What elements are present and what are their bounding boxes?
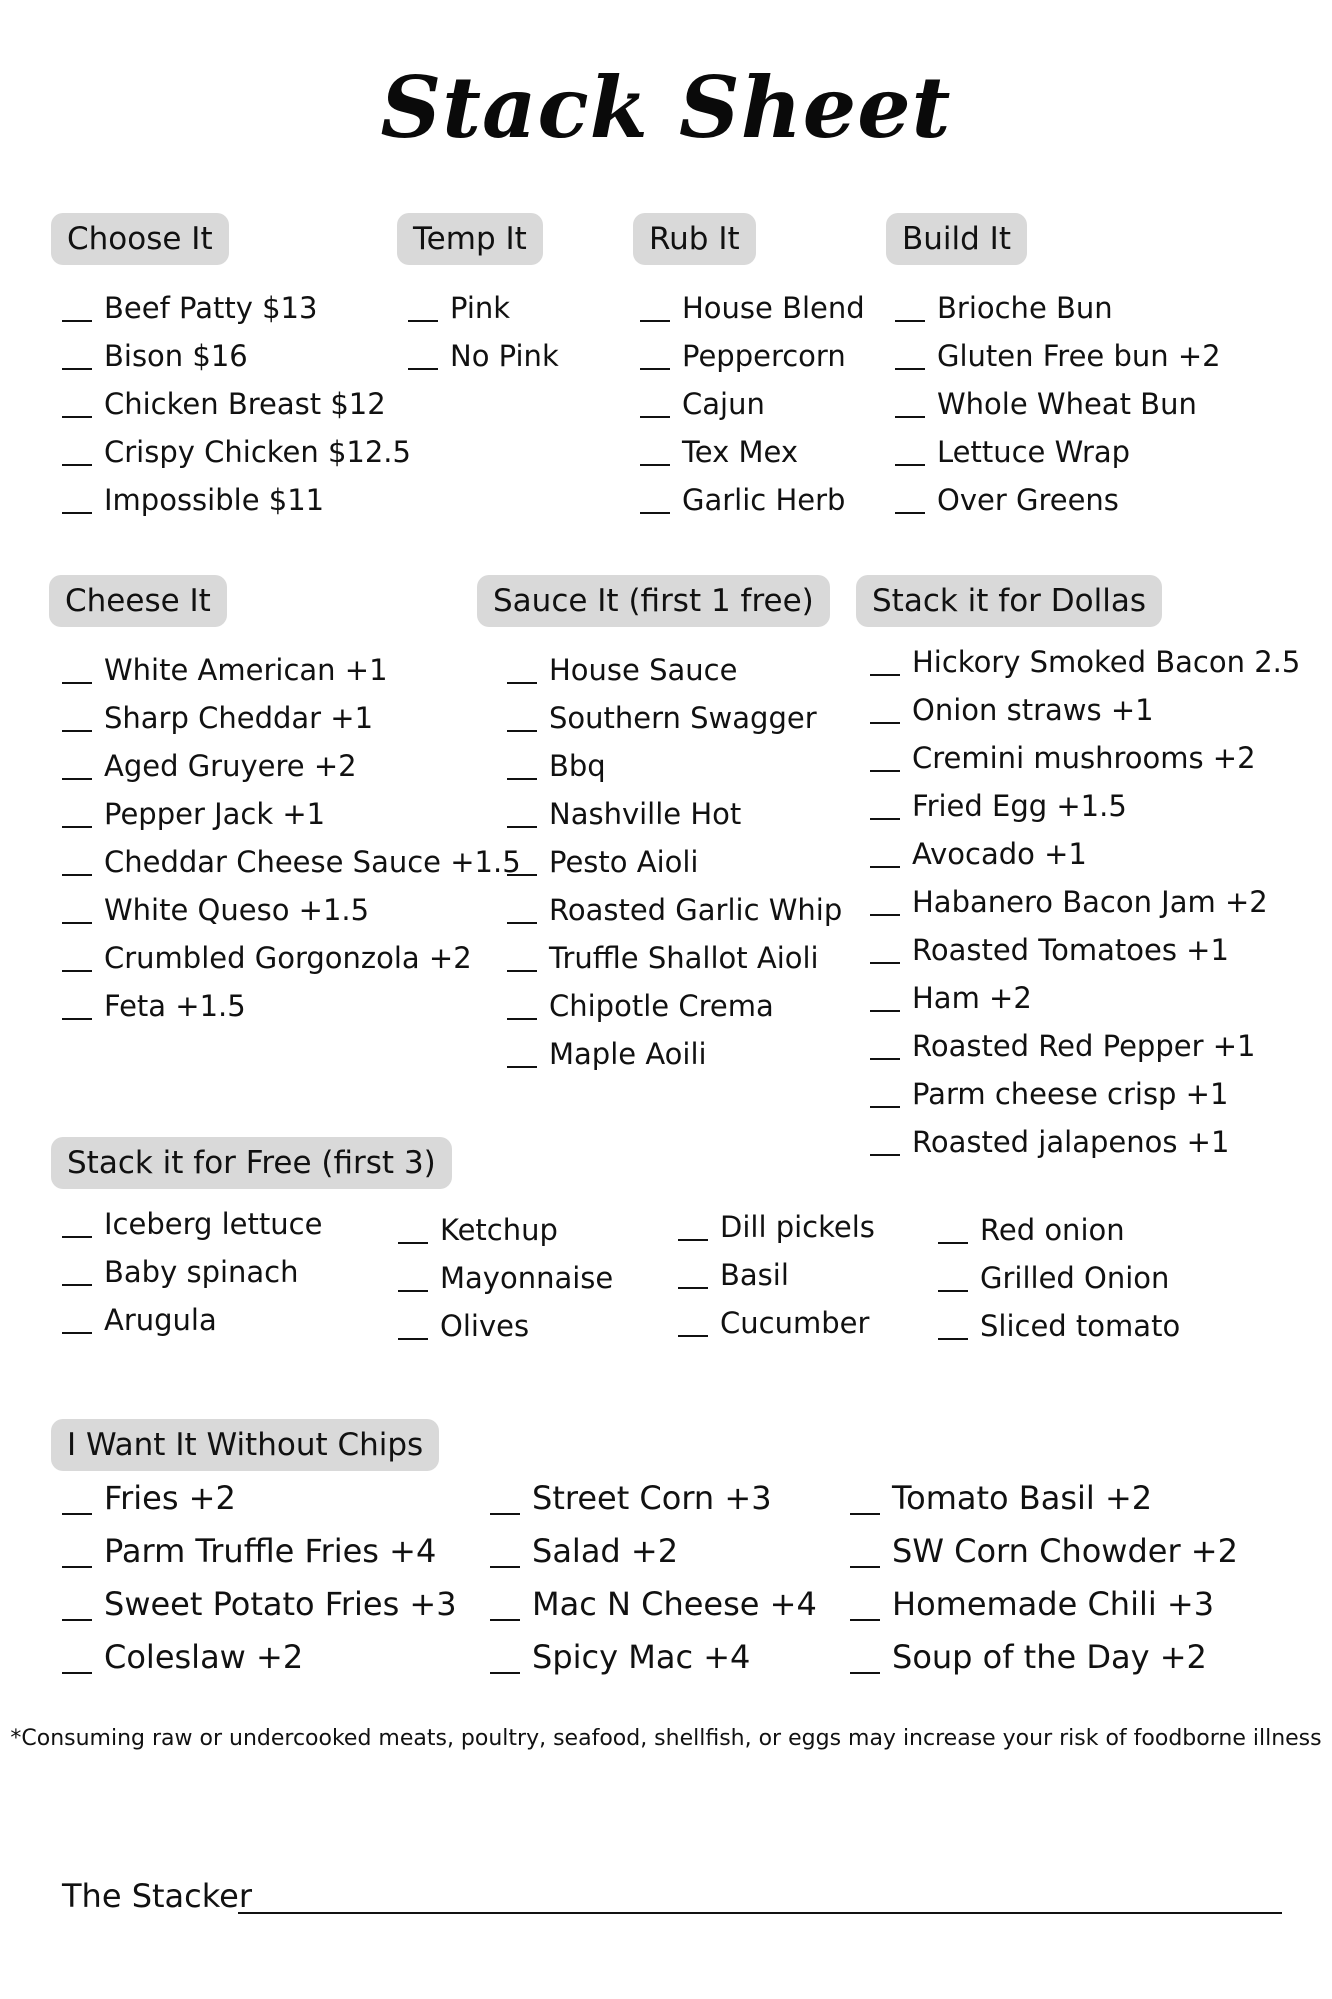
list-item-label: Truffle Shallot Aioli <box>549 941 819 975</box>
list-item-label: Hickory Smoked Bacon 2.5 <box>912 645 1301 679</box>
checkbox-blank[interactable] <box>62 942 92 972</box>
list-item-label: Cajun <box>682 387 765 421</box>
checkbox-blank[interactable] <box>62 846 92 876</box>
list-item-label: Nashville Hot <box>549 797 742 831</box>
checkbox-blank[interactable] <box>850 1591 880 1621</box>
list-cheese <box>62 646 521 1030</box>
list-chips-col3 <box>850 1472 1238 1684</box>
list-item <box>62 1248 322 1296</box>
checkbox-blank[interactable] <box>62 702 92 732</box>
checkbox-blank[interactable] <box>62 1208 92 1238</box>
list-item <box>870 830 1300 878</box>
list-item <box>62 1525 457 1578</box>
checkbox-blank[interactable] <box>62 1256 92 1286</box>
list-item-label: Peppercorn <box>682 339 846 373</box>
list-item-label: Lettuce Wrap <box>937 435 1131 469</box>
list-item <box>870 1022 1300 1070</box>
list-item <box>850 1631 1238 1684</box>
checkbox-blank[interactable] <box>640 436 670 466</box>
list-item-label: Roasted Garlic Whip <box>549 893 843 927</box>
list-item <box>895 332 1221 380</box>
checkbox-blank[interactable] <box>870 694 900 724</box>
list-item <box>62 742 521 790</box>
checkbox-blank[interactable] <box>895 340 925 370</box>
checkbox-blank[interactable] <box>938 1310 968 1340</box>
checkbox-blank[interactable] <box>870 790 900 820</box>
list-item <box>850 1525 1238 1578</box>
checkbox-blank[interactable] <box>870 1126 900 1156</box>
section-label-free: Stack it for Free (first 3) <box>51 1137 452 1189</box>
list-item <box>640 476 865 524</box>
list-item <box>490 1525 817 1578</box>
list-item <box>62 428 411 476</box>
list-item-label: Avocado +1 <box>912 837 1087 871</box>
list-item <box>408 284 559 332</box>
checkbox-blank[interactable] <box>62 292 92 322</box>
list-item <box>62 982 521 1030</box>
checkbox-blank[interactable] <box>62 798 92 828</box>
list-item <box>640 332 865 380</box>
signature-line <box>62 1872 1282 1920</box>
checkbox-blank[interactable] <box>62 654 92 684</box>
list-item <box>62 284 411 332</box>
list-item-label: Pesto Aioli <box>549 845 699 879</box>
list-item <box>850 1472 1238 1525</box>
checkbox-blank[interactable] <box>895 388 925 418</box>
list-item <box>678 1299 875 1347</box>
list-item-label: Dill pickels <box>720 1210 875 1244</box>
list-item-label: Over Greens <box>937 483 1119 517</box>
list-item <box>507 694 842 742</box>
list-item-label: Impossible $11 <box>104 483 325 517</box>
list-item-label: Bison $16 <box>104 339 248 373</box>
list-item <box>850 1578 1238 1631</box>
list-item <box>895 284 1221 332</box>
list-item-label: Southern Swagger <box>549 701 817 735</box>
list-item-label: Pink <box>450 291 511 325</box>
checkbox-blank[interactable] <box>850 1644 880 1674</box>
list-item-label: Parm cheese crisp +1 <box>912 1077 1229 1111</box>
list-item-label: Sharp Cheddar +1 <box>104 701 374 735</box>
list-item <box>870 638 1300 686</box>
checkbox-blank[interactable] <box>640 292 670 322</box>
section-label-dollas: Stack it for Dollas <box>856 575 1162 627</box>
list-item <box>490 1472 817 1525</box>
list-item <box>938 1302 1180 1350</box>
list-item <box>62 332 411 380</box>
list-item-label: Pepper Jack +1 <box>104 797 326 831</box>
list-item-label: Tex Mex <box>682 435 799 469</box>
checkbox-blank[interactable] <box>870 982 900 1012</box>
checkbox-blank[interactable] <box>507 990 537 1020</box>
section-label-build: Build It <box>886 213 1027 265</box>
list-item <box>62 476 411 524</box>
list-item <box>507 982 842 1030</box>
checkbox-blank[interactable] <box>678 1307 708 1337</box>
list-item-label: Street Corn +3 <box>532 1479 772 1517</box>
list-item-label: No Pink <box>450 339 559 373</box>
list-chips-col2 <box>490 1472 817 1684</box>
checkbox-blank[interactable] <box>640 484 670 514</box>
list-item-label: Ketchup <box>440 1213 558 1247</box>
list-item <box>870 926 1300 974</box>
section-label-temp: Temp It <box>397 213 543 265</box>
list-item-label: Maple Aoili <box>549 1037 707 1071</box>
list-item <box>62 1631 457 1684</box>
list-item-label: Chicken Breast $12 <box>104 387 386 421</box>
checkbox-blank[interactable] <box>62 1304 92 1334</box>
list-item-label: Fries +2 <box>104 1479 236 1517</box>
list-build <box>895 284 1221 524</box>
list-item-label: Baby spinach <box>104 1255 299 1289</box>
list-item-label: Habanero Bacon Jam +2 <box>912 885 1268 919</box>
list-item-label: Garlic Herb <box>682 483 846 517</box>
list-item <box>490 1631 817 1684</box>
list-item-label: House Sauce <box>549 653 738 687</box>
food-safety-note: *Consuming raw or undercooked meats, poultry, seafood, shellfish, or eggs may increase your risk of foodborne illness <box>10 1726 1322 1751</box>
checkbox-blank[interactable] <box>62 340 92 370</box>
checkbox-blank[interactable] <box>408 292 438 322</box>
checkbox-blank[interactable] <box>62 1485 92 1515</box>
checkbox-blank[interactable] <box>62 436 92 466</box>
list-item <box>895 380 1221 428</box>
list-item-label: Crispy Chicken $12.5 <box>104 435 411 469</box>
list-item-label: SW Corn Chowder +2 <box>892 1532 1238 1570</box>
checkbox-blank[interactable] <box>938 1214 968 1244</box>
list-item-label: Olives <box>440 1309 530 1343</box>
list-item-label: Roasted jalapenos +1 <box>912 1125 1230 1159</box>
list-item <box>62 838 521 886</box>
list-item <box>62 934 521 982</box>
list-item-label: Salad +2 <box>532 1532 679 1570</box>
list-item-label: Soup of the Day +2 <box>892 1638 1207 1676</box>
checkbox-blank[interactable] <box>870 742 900 772</box>
list-item <box>895 476 1221 524</box>
checkbox-blank[interactable] <box>398 1214 428 1244</box>
list-item <box>870 974 1300 1022</box>
section-label-rub: Rub It <box>633 213 756 265</box>
list-item-label: Bbq <box>549 749 606 783</box>
list-item-label: Gluten Free bun +2 <box>937 339 1221 373</box>
list-item-label: Roasted Tomatoes +1 <box>912 933 1229 967</box>
list-item-label: Beef Patty $13 <box>104 291 318 325</box>
checkbox-blank[interactable] <box>870 646 900 676</box>
checkbox-blank[interactable] <box>678 1259 708 1289</box>
signature-blank[interactable] <box>238 1912 1282 1914</box>
list-item <box>62 1296 322 1344</box>
list-item-label: Basil <box>720 1258 789 1292</box>
list-item-label: Crumbled Gorgonzola +2 <box>104 941 472 975</box>
list-item-label: Cremini mushrooms +2 <box>912 741 1256 775</box>
list-item-label: Homemade Chili +3 <box>892 1585 1215 1623</box>
checkbox-blank[interactable] <box>507 798 537 828</box>
list-item <box>507 790 842 838</box>
checkbox-blank[interactable] <box>678 1211 708 1241</box>
list-free-col1 <box>62 1200 322 1344</box>
list-item <box>62 790 521 838</box>
checkbox-blank[interactable] <box>490 1538 520 1568</box>
list-choose <box>62 284 411 524</box>
checkbox-blank[interactable] <box>62 1538 92 1568</box>
list-item <box>507 934 842 982</box>
list-item <box>870 686 1300 734</box>
list-item <box>870 878 1300 926</box>
checkbox-blank[interactable] <box>62 1644 92 1674</box>
list-item-label: Parm Truffle Fries +4 <box>104 1532 437 1570</box>
list-item-label: Onion straws +1 <box>912 693 1154 727</box>
list-item-label: Aged Gruyere +2 <box>104 749 357 783</box>
checkbox-blank[interactable] <box>507 750 537 780</box>
checkbox-blank[interactable] <box>507 654 537 684</box>
list-item-label: Sweet Potato Fries +3 <box>104 1585 457 1623</box>
list-item-label: Red onion <box>980 1213 1125 1247</box>
list-item-label: Arugula <box>104 1303 217 1337</box>
list-item <box>870 782 1300 830</box>
list-item <box>398 1302 613 1350</box>
list-item <box>678 1203 875 1251</box>
list-item <box>507 886 842 934</box>
list-item <box>870 1118 1300 1166</box>
list-item-label: Cucumber <box>720 1306 870 1340</box>
list-item <box>895 428 1221 476</box>
list-rub <box>640 284 865 524</box>
list-item <box>62 380 411 428</box>
section-label-cheese: Cheese It <box>49 575 227 627</box>
list-item <box>398 1254 613 1302</box>
checkbox-blank[interactable] <box>490 1485 520 1515</box>
section-label-chips: I Want It Without Chips <box>51 1419 439 1471</box>
list-item-label: Coleslaw +2 <box>104 1638 304 1676</box>
list-temp <box>408 284 559 380</box>
section-label-sauce: Sauce It (first 1 free) <box>477 575 830 627</box>
list-item-label: Iceberg lettuce <box>104 1207 323 1241</box>
checkbox-blank[interactable] <box>62 990 92 1020</box>
checkbox-blank[interactable] <box>507 702 537 732</box>
checkbox-blank[interactable] <box>507 894 537 924</box>
list-item-label: Tomato Basil +2 <box>892 1479 1153 1517</box>
checkbox-blank[interactable] <box>490 1644 520 1674</box>
list-item <box>62 886 521 934</box>
list-item-label: Mayonnaise <box>440 1261 614 1295</box>
list-item-label: Chipotle Crema <box>549 989 774 1023</box>
list-item-label: White American +1 <box>104 653 388 687</box>
list-item-label: Sliced tomato <box>980 1309 1181 1343</box>
list-item-label: Cheddar Cheese Sauce +1.5 <box>104 845 521 879</box>
list-item-label: Feta +1.5 <box>104 989 246 1023</box>
checkbox-blank[interactable] <box>850 1485 880 1515</box>
list-dollas <box>870 638 1300 1166</box>
list-item <box>62 694 521 742</box>
list-item <box>507 1030 842 1078</box>
list-item-label: White Queso +1.5 <box>104 893 370 927</box>
checkbox-blank[interactable] <box>870 934 900 964</box>
list-item <box>938 1254 1180 1302</box>
list-item-label: Spicy Mac +4 <box>532 1638 751 1676</box>
list-item-label: House Blend <box>682 291 865 325</box>
list-item <box>62 646 521 694</box>
list-free-col2 <box>398 1206 613 1350</box>
list-item <box>678 1251 875 1299</box>
checkbox-blank[interactable] <box>398 1310 428 1340</box>
checkbox-blank[interactable] <box>870 1030 900 1060</box>
checkbox-blank[interactable] <box>895 484 925 514</box>
list-item-label: Ham +2 <box>912 981 1032 1015</box>
checkbox-blank[interactable] <box>507 1038 537 1068</box>
list-item <box>938 1206 1180 1254</box>
list-item <box>870 1070 1300 1118</box>
checkbox-blank[interactable] <box>870 838 900 868</box>
list-item-label: Brioche Bun <box>937 291 1113 325</box>
list-item <box>62 1472 457 1525</box>
checkbox-blank[interactable] <box>408 340 438 370</box>
checkbox-blank[interactable] <box>62 484 92 514</box>
list-chips-col1 <box>62 1472 457 1684</box>
checkbox-blank[interactable] <box>640 340 670 370</box>
list-item-label: Mac N Cheese +4 <box>532 1585 817 1623</box>
checkbox-blank[interactable] <box>938 1262 968 1292</box>
signature-label: The Stacker <box>62 1877 252 1915</box>
list-free-col4 <box>938 1206 1180 1350</box>
list-item <box>640 380 865 428</box>
checkbox-blank[interactable] <box>398 1262 428 1292</box>
list-item <box>507 742 842 790</box>
list-item <box>640 284 865 332</box>
checkbox-blank[interactable] <box>62 894 92 924</box>
checkbox-blank[interactable] <box>62 750 92 780</box>
checkbox-blank[interactable] <box>62 1591 92 1621</box>
list-item <box>408 332 559 380</box>
list-item-label: Grilled Onion <box>980 1261 1170 1295</box>
list-item <box>398 1206 613 1254</box>
checkbox-blank[interactable] <box>640 388 670 418</box>
list-item <box>507 838 842 886</box>
checkbox-blank[interactable] <box>850 1538 880 1568</box>
checkbox-blank[interactable] <box>490 1591 520 1621</box>
list-item <box>870 734 1300 782</box>
checkbox-blank[interactable] <box>507 942 537 972</box>
checkbox-blank[interactable] <box>895 436 925 466</box>
list-item <box>640 428 865 476</box>
list-item-label: Fried Egg +1.5 <box>912 789 1127 823</box>
page-title: Stack Sheet <box>380 58 952 157</box>
list-item <box>62 1200 322 1248</box>
checkbox-blank[interactable] <box>895 292 925 322</box>
list-item-label: Whole Wheat Bun <box>937 387 1197 421</box>
list-item <box>62 1578 457 1631</box>
checkbox-blank[interactable] <box>870 1078 900 1108</box>
checkbox-blank[interactable] <box>507 846 537 876</box>
list-item-label: Roasted Red Pepper +1 <box>912 1029 1256 1063</box>
checkbox-blank[interactable] <box>62 388 92 418</box>
list-item <box>490 1578 817 1631</box>
list-free-col3 <box>678 1203 875 1347</box>
checkbox-blank[interactable] <box>870 886 900 916</box>
section-label-choose: Choose It <box>51 213 229 265</box>
list-item <box>507 646 842 694</box>
list-sauce <box>507 646 842 1078</box>
